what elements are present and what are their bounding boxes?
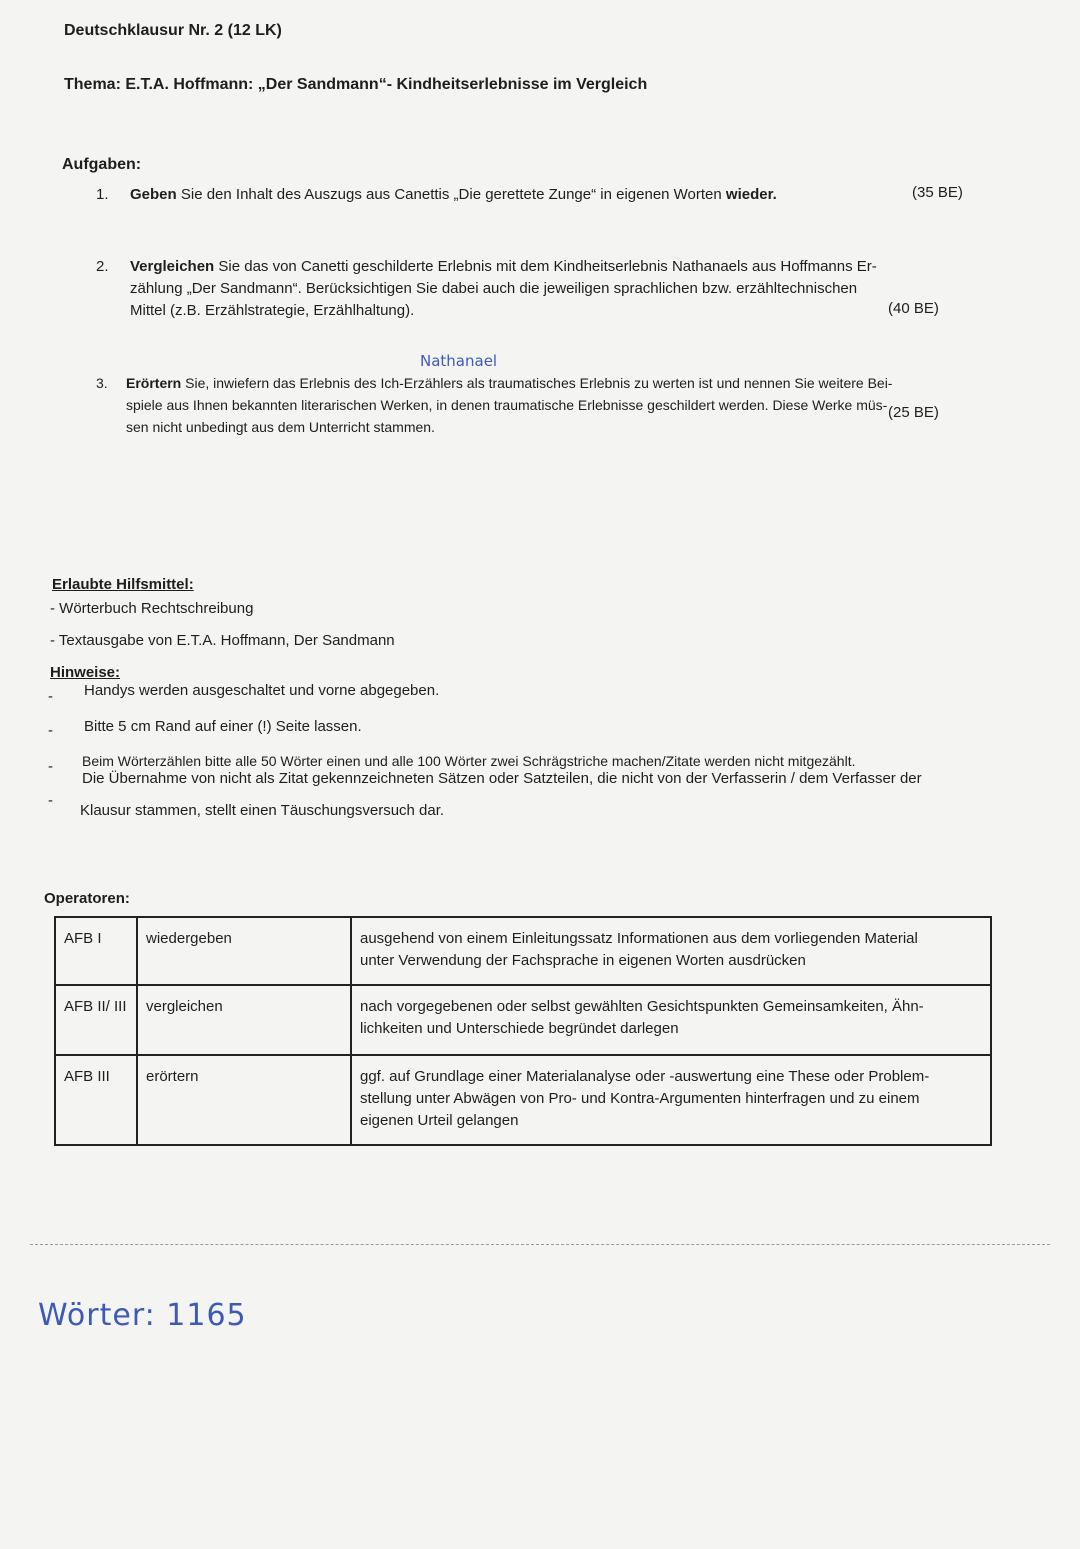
task-operator-2: wieder. — [725, 186, 777, 203]
afb-cell: AFB III — [55, 1055, 137, 1145]
operators-heading: Operatoren: — [44, 890, 130, 907]
description-line: lichkeiten und Unterschiede begründet darlegen — [360, 1020, 679, 1037]
handwritten-correction: Nathanael — [420, 352, 498, 370]
operators-table — [54, 916, 992, 1146]
operator-cell: erörtern — [137, 1055, 351, 1145]
task-2-points: (40 BE) — [888, 300, 939, 317]
task-operator: Vergleichen — [130, 258, 215, 275]
operator-cell: wiedergeben — [137, 917, 351, 985]
afb-cell: AFB I — [55, 917, 137, 985]
note-item: Handys werden ausgeschaltet und vorne abgegeben. — [84, 682, 440, 699]
table-row — [55, 917, 991, 985]
notes-heading: Hinweise: — [50, 664, 121, 681]
bullet-dash: - — [48, 758, 53, 775]
handwritten-word-count: Wörter: 1165 — [38, 1298, 247, 1333]
task-text: Sie den Inhalt des Auszugs aus Canettis „Die gerettete Zunge“ in eigenen Worten — [176, 186, 726, 203]
aid-item: - Textausgabe von E.T.A. Hoffmann, Der Sandmann — [50, 632, 395, 649]
tasks-heading: Aufgaben: — [62, 156, 142, 173]
afb-cell: AFB II/ III — [55, 985, 137, 1055]
table-row — [55, 1055, 991, 1145]
description-line: eigenen Urteil gelangen — [360, 1112, 519, 1129]
task-text-line-3: Mittel (z.B. Erzählstrategie, Erzählhaltung). — [130, 302, 415, 319]
divider-line — [30, 1244, 1050, 1245]
bullet-dash: - — [48, 722, 53, 739]
task-1-points: (35 BE) — [912, 184, 963, 201]
task-text-line-1: Sie das von Canetti geschilderte Erlebnis mit dem Kindheitserlebnis Nathanaels aus Hoffmanns Er- — [214, 258, 877, 275]
exam-title: Deutschklausur Nr. 2 (12 LK) — [64, 22, 282, 39]
bullet-dash: - — [48, 792, 53, 809]
task-3-points: (25 BE) — [888, 404, 939, 421]
description-cell — [351, 985, 991, 1055]
description-line: nach vorgegebenen oder selbst gewählten Gesichtspunkten Gemeinsamkeiten, Ähn- — [360, 998, 924, 1015]
task-text-line-3: sen nicht unbedingt aus dem Unterricht stammen. — [126, 419, 435, 435]
task-3 — [96, 372, 1016, 442]
task-number: 2. — [96, 258, 109, 275]
operator-cell: vergleichen — [137, 985, 351, 1055]
table-row — [55, 985, 991, 1055]
description-line: ggf. auf Grundlage einer Materialanalyse oder -auswertung eine These oder Problem- — [360, 1068, 930, 1085]
aids-heading: Erlaubte Hilfsmittel: — [52, 576, 194, 593]
task-number: 3. — [96, 375, 108, 391]
note-item: Beim Wörterzählen bitte alle 50 Wörter einen und alle 100 Wörter zwei Schrägstriche machen/Zitate werden nicht mitgezählt. — [82, 753, 856, 769]
description-cell — [351, 1055, 991, 1145]
task-text-line-2: zählung „Der Sandmann“. Berücksichtigen Sie dabei auch die jeweiligen sprachlichen bzw. erzähltechnischen — [130, 280, 858, 297]
task-operator: Erörtern — [126, 375, 182, 391]
description-line: ausgehend von einem Einleitungssatz Informationen aus dem vorliegenden Material — [360, 930, 918, 947]
description-line: stellung unter Abwägen von Pro- und Kontra-Argumenten hinterfragen und zu einem — [360, 1090, 920, 1107]
aid-item: - Wörterbuch Rechtschreibung — [50, 600, 254, 617]
bullet-dash: - — [48, 688, 53, 705]
note-item: Bitte 5 cm Rand auf einer (!) Seite lassen. — [84, 718, 362, 735]
task-operator: Geben — [130, 186, 177, 203]
exam-topic: Thema: E.T.A. Hoffmann: „Der Sandmann“- Kindheitserlebnisse im Vergleich — [64, 76, 648, 93]
task-text-line-2: spiele aus Ihnen bekannten literarischen Werken, in denen traumatische Erlebnisse geschildert werden. Diese Werke müs- — [126, 397, 888, 413]
description-cell — [351, 917, 991, 985]
task-text-line-1: Sie, inwiefern das Erlebnis des Ich-Erzählers als traumatisches Erlebnis zu werten ist und nennen Sie weitere Bei- — [181, 375, 893, 391]
note-item: Die Übernahme von nicht als Zitat gekennzeichneten Sätzen oder Satzteilen, die nicht von der Verfasserin / dem Verfasser der — [82, 770, 922, 787]
description-line: unter Verwendung der Fachsprache in eigenen Worten ausdrücken — [360, 952, 806, 969]
task-number: 1. — [96, 186, 109, 203]
task-1 — [96, 184, 976, 206]
task-2 — [96, 256, 1016, 326]
note-item: Klausur stammen, stellt einen Täuschungsversuch dar. — [80, 802, 445, 819]
